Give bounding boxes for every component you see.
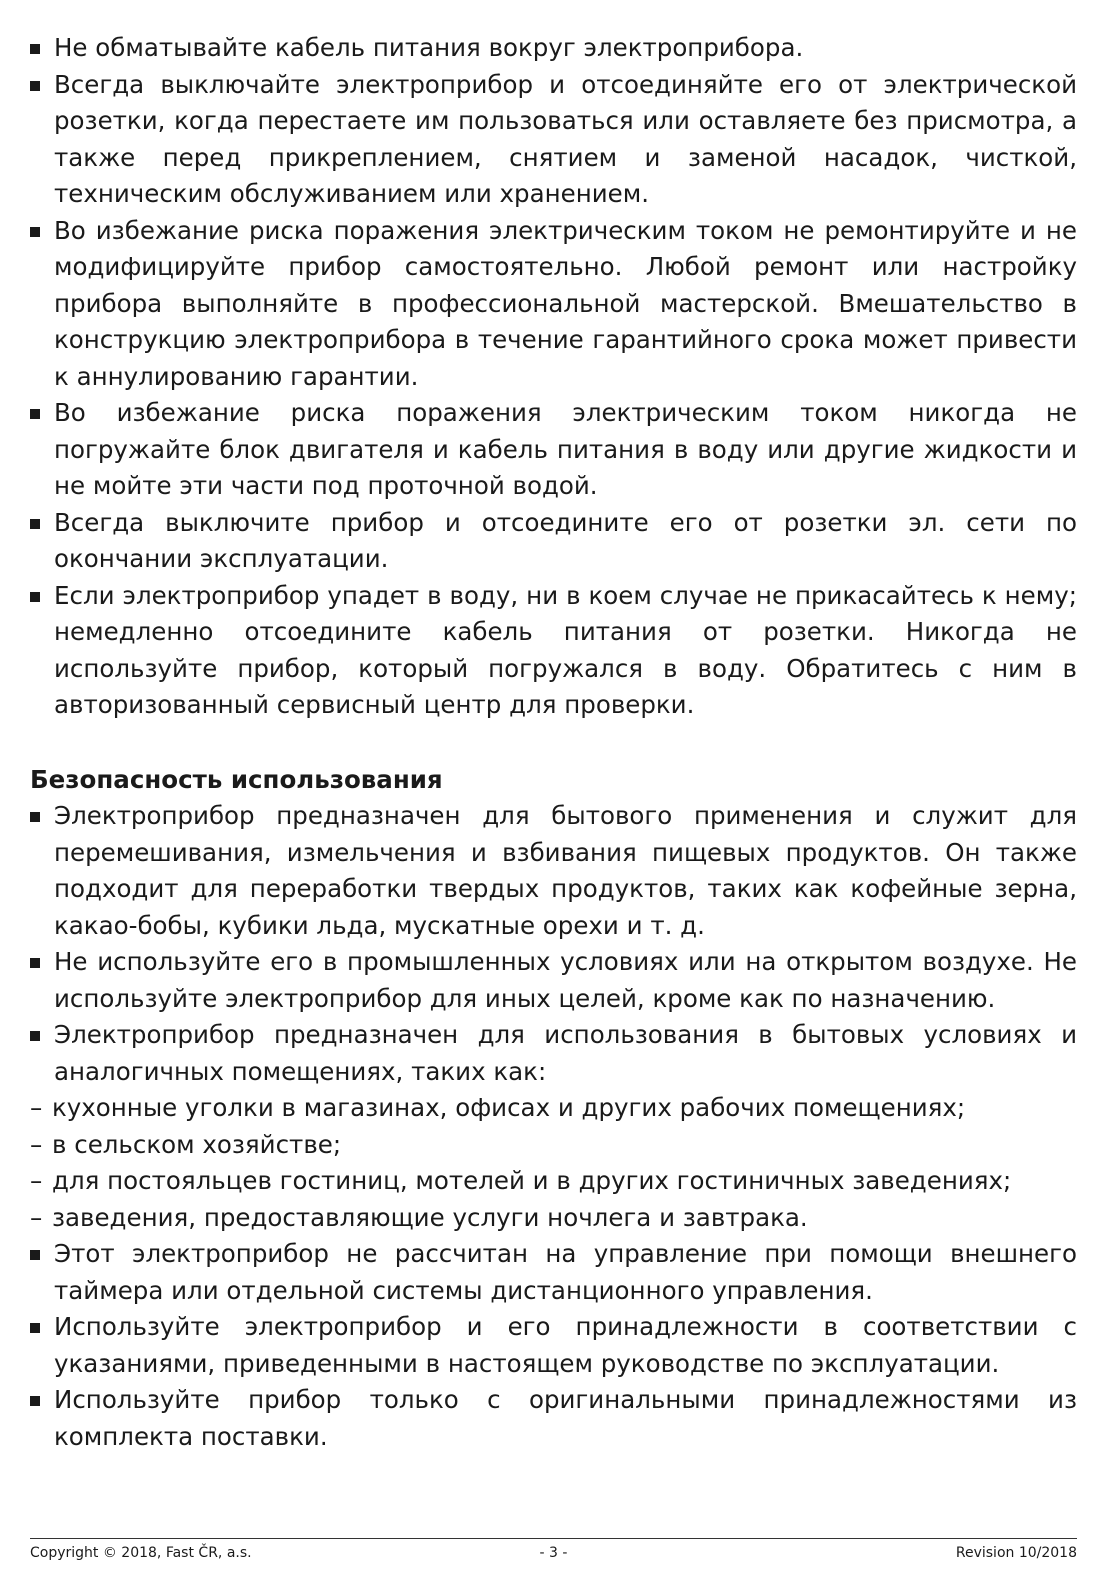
usage-dash-list xyxy=(30,1090,1077,1236)
dash-marker: – xyxy=(30,1129,43,1159)
bullet-text: Используйте электроприбор и его принадлежности в соответствии с указаниями, приведенными в настоящем руководстве по эксплуатации. xyxy=(54,1312,1077,1378)
bullet-square-icon xyxy=(30,1323,40,1333)
bullet-item xyxy=(30,395,1077,505)
bullet-text: Электроприбор предназначен для использования в бытовых условиях и аналогичных помещениях, таких как: xyxy=(54,1020,1077,1086)
bullet-item xyxy=(30,798,1077,944)
bullet-item xyxy=(30,578,1077,724)
dash-text: заведения, предоставляющие услуги ночлега и завтрака. xyxy=(52,1202,808,1232)
bullet-square-icon xyxy=(30,519,40,529)
bullet-text: Используйте прибор только с оригинальными принадлежностями из комплекта поставки. xyxy=(54,1385,1077,1451)
footer-copyright: Copyright © 2018, Fast ČR, a.s. xyxy=(30,1545,252,1561)
footer-page-number: - 3 - xyxy=(539,1545,568,1561)
dash-marker: – xyxy=(30,1202,43,1232)
dash-marker: – xyxy=(30,1093,43,1122)
dash-item xyxy=(30,1200,1077,1237)
dash-item xyxy=(30,1127,1077,1164)
bullet-text: Всегда выключите прибор и отсоедините его от розетки эл. сети по окончании эксплуатации. xyxy=(54,507,1077,573)
dash-marker: – xyxy=(30,1166,43,1195)
footer-divider xyxy=(30,1538,1077,1539)
bullet-item xyxy=(30,1382,1077,1455)
bullet-item xyxy=(30,1017,1077,1090)
bullet-square-icon xyxy=(30,409,40,419)
dash-item xyxy=(30,1163,1077,1200)
bullet-item xyxy=(30,1236,1077,1309)
bullet-text: Во избежание риска поражения электрическим током никогда не погружайте блок двигателя и кабель питания в воду или другие жидкости и не мойте эти части под проточной водой. xyxy=(54,398,1077,500)
bullet-square-icon xyxy=(30,227,40,237)
intro-bullet-list xyxy=(30,30,1077,724)
bullet-square-icon xyxy=(30,958,40,968)
dash-text: кухонные уголки в магазинах, офисах и других рабочих помещениях; xyxy=(52,1093,966,1122)
bullet-item xyxy=(30,1309,1077,1382)
bullet-text: Этот электроприбор не рассчитан на управление при помощи внешнего таймера или отдельной системы дистанционного управления. xyxy=(54,1239,1077,1305)
bullet-item xyxy=(30,30,1077,67)
bullet-text: Если электроприбор упадет в воду, ни в коем случае не прикасайтесь к нему; немедленно отсоедините кабель питания от розетки. Никогда не используйте прибор, который погружался в воду. Обратитесь с ним в авторизованный сервисный центр для проверки. xyxy=(54,580,1077,719)
bullet-item xyxy=(30,505,1077,578)
footer-revision: Revision 10/2018 xyxy=(955,1545,1077,1561)
dash-item xyxy=(30,1090,1077,1127)
bullet-square-icon xyxy=(30,1396,40,1406)
bullet-item xyxy=(30,944,1077,1017)
bullet-item xyxy=(30,213,1077,396)
bullet-square-icon xyxy=(30,44,40,54)
bullet-text: Не используйте его в промышленных условиях или на открытом воздухе. Не используйте электроприбор для иных целей, кроме как по назначению. xyxy=(54,947,1077,1013)
dash-text: для постояльцев гостиниц, мотелей и в других гостиничных заведениях; xyxy=(52,1166,1012,1195)
bullet-text: Всегда выключайте электроприбор и отсоединяйте его от электрической розетки, когда перестаете им пользоваться или оставляете без присмотра, а также перед прикреплением, снятием и заменой насадок, чисткой, техническим обслуживанием или хранением. xyxy=(54,69,1077,208)
bullet-square-icon xyxy=(30,812,40,822)
page-footer xyxy=(30,1545,1077,1565)
usage-bullet-list xyxy=(30,798,1077,1090)
bullet-square-icon xyxy=(30,81,40,91)
bullet-text: Электроприбор предназначен для бытового применения и служит для перемешивания, измельчения и взбивания пищевых продуктов. Он также подходит для переработки твердых продуктов, таких как кофейные зерна, какао-бобы, кубики льда, мускатные орехи и т. д. xyxy=(54,801,1077,940)
bullet-square-icon xyxy=(30,1250,40,1260)
usage-bullet-list-continued xyxy=(30,1236,1077,1455)
page-content xyxy=(30,30,1077,1455)
bullet-square-icon xyxy=(30,592,40,602)
bullet-item xyxy=(30,67,1077,213)
section-heading: Безопасность использования xyxy=(30,764,443,794)
dash-text: в сельском хозяйстве; xyxy=(52,1129,342,1159)
bullet-text: Во избежание риска поражения электрическим током не ремонтируйте и не модифицируйте прибор самостоятельно. Любой ремонт или настройку прибора выполняйте в профессиональной мастерской. Вмешательство в конструкцию электроприбора в течение гарантийного срока может привести к аннулированию гарантии. xyxy=(54,215,1077,391)
bullet-square-icon xyxy=(30,1031,40,1041)
bullet-text: Не обматывайте кабель питания вокруг электроприбора. xyxy=(54,33,804,62)
